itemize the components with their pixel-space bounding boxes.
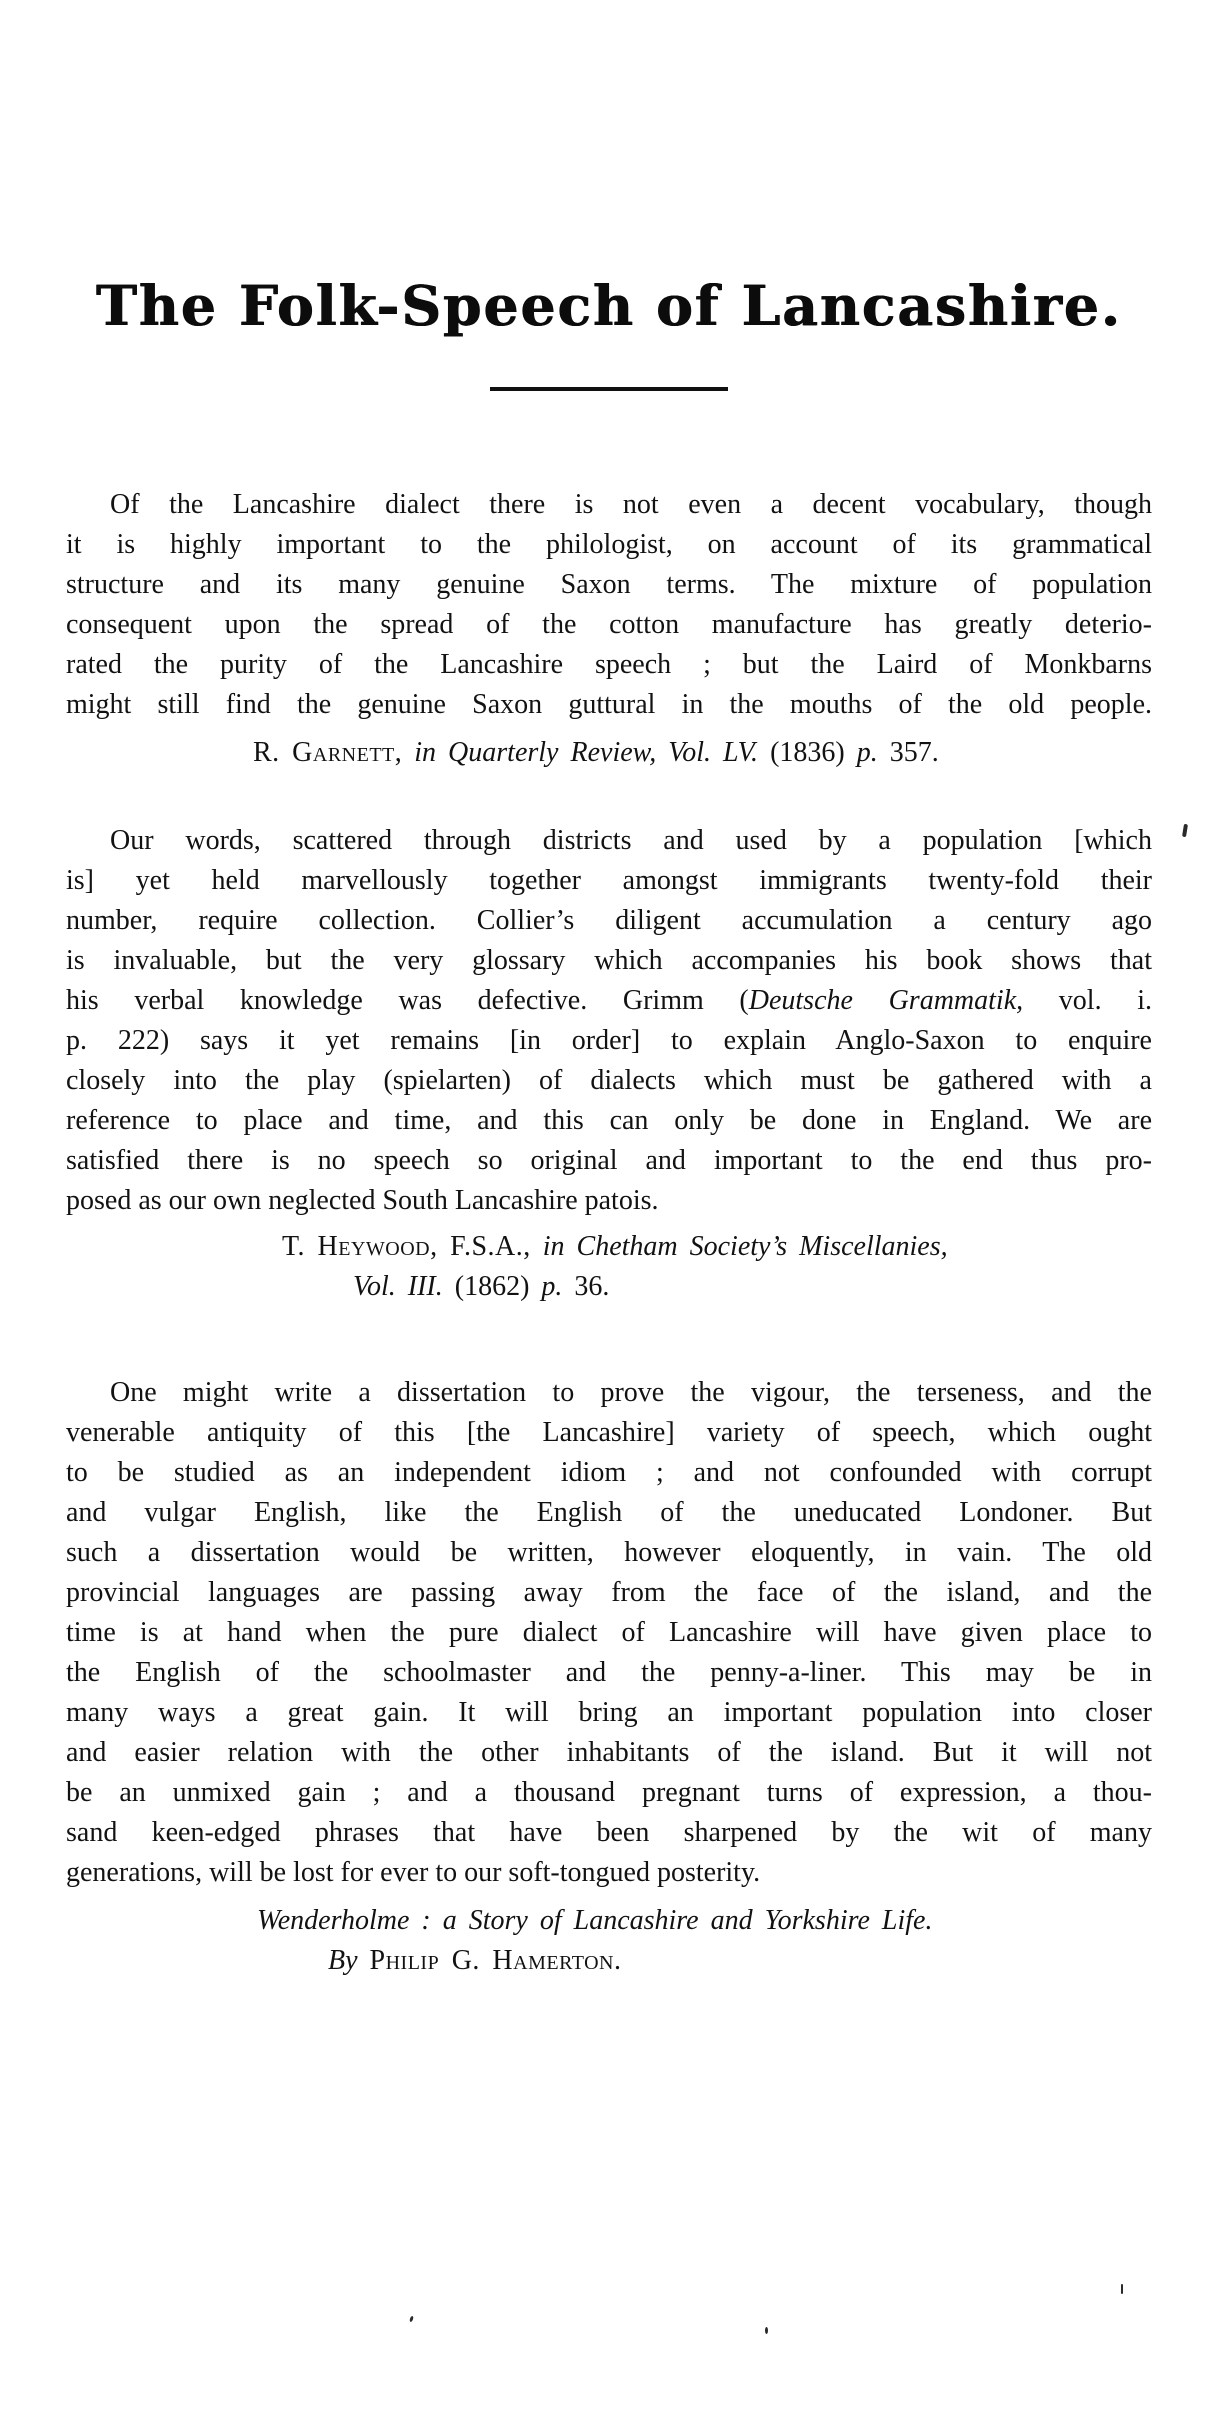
text-line: the English of the schoolmaster and the penny-a-liner. This may be in — [66, 1656, 1152, 1688]
text-line: structure and its many genuine Saxon terms. The mixture of population — [66, 568, 1152, 600]
attribution-line: T. Heywood, F.S.A., in Chetham Society’s Miscellanies, — [282, 1230, 948, 1262]
quote-garnett-attribution — [66, 733, 1152, 773]
text-line: venerable antiquity of this [the Lancashire] variety of speech, which ought — [66, 1416, 1152, 1448]
quote-hamerton-attribution — [66, 1901, 1152, 1981]
quote-heywood — [66, 821, 1152, 1307]
text-line: provincial languages are passing away from the face of the island, and the — [66, 1576, 1152, 1608]
text-line: and easier relation with the other inhabitants of the island. But it will not — [66, 1736, 1152, 1768]
text-line: such a dissertation would be written, however eloquently, in vain. The old — [66, 1536, 1152, 1568]
text-line: is] yet held marvellously together amongst immigrants twenty-fold their — [66, 864, 1152, 896]
scan-speck — [765, 2327, 768, 2334]
scanned-book-page — [0, 272, 1212, 2409]
page-title: The Folk-Speech of Lancashire. — [95, 273, 1123, 338]
quote-heywood-attribution — [66, 1227, 1152, 1307]
attribution-line: R. Garnett, in Quarterly Review, Vol. LV. (1836) p. 357. — [253, 736, 939, 768]
text-line: be an unmixed gain ; and a thousand pregnant turns of expression, a thou- — [66, 1776, 1152, 1808]
text-line: to be studied as an independent idiom ; and not confounded with corrupt — [66, 1456, 1152, 1488]
divider-rule — [490, 387, 728, 391]
text-line: rated the purity of the Lancashire speech ; but the Laird of Monkbarns — [66, 648, 1152, 680]
text-line: time is at hand when the pure dialect of Lancashire will have given place to — [66, 1616, 1152, 1648]
text-line: posed as our own neglected South Lancashire patois. — [66, 1184, 659, 1216]
text-line: his verbal knowledge was defective. Grimm (Deutsche Grammatik, vol. i. — [66, 984, 1153, 1016]
text-line: closely into the play (spielarten) of dialects which must be gathered with a — [66, 1064, 1152, 1096]
text-line: is invaluable, but the very glossary which accompanies his book shows that — [66, 944, 1152, 976]
text-line: consequent upon the spread of the cotton manufacture has greatly deterio- — [66, 608, 1152, 640]
quote-heywood-paragraph — [66, 821, 1152, 1221]
text-line: many ways a great gain. It will bring an important population into closer — [66, 1696, 1152, 1728]
text-line: number, require collection. Collier’s diligent accumulation a century ago — [66, 904, 1152, 936]
quote-garnett — [66, 485, 1152, 773]
text-line: generations, will be lost for ever to our soft-tongued posterity. — [66, 1856, 761, 1888]
book-page — [0, 272, 1212, 2409]
text-line: reference to place and time, and this can only be done in England. We are — [66, 1104, 1152, 1136]
quote-hamerton — [66, 1373, 1152, 1981]
text-line: sand keen-edged phrases that have been sharpened by the wit of many — [66, 1816, 1152, 1848]
quote-hamerton-paragraph — [66, 1373, 1152, 1893]
text-line: Of the Lancashire dialect there is not even a decent vocabulary, though — [110, 488, 1152, 520]
text-line: it is highly important to the philologist, on account of its grammatical — [66, 528, 1152, 560]
attribution-line: Wenderholme : a Story of Lancashire and Yorkshire Life. — [257, 1904, 933, 1936]
attribution-line: Vol. III. (1862) p. 36. — [353, 1270, 610, 1302]
attribution-line: By Philip G. Hamerton. — [328, 1944, 622, 1976]
scan-speck — [409, 2316, 414, 2323]
text-line: and vulgar English, like the English of the uneducated Londoner. But — [66, 1496, 1152, 1528]
text-line: might still find the genuine Saxon guttural in the mouths of the old people. — [66, 688, 1152, 720]
scan-speck — [1121, 2284, 1123, 2294]
text-line: Our words, scattered through districts and used by a population [which — [110, 824, 1152, 856]
scan-speck — [1182, 824, 1188, 837]
text-line: One might write a dissertation to prove the vigour, the terseness, and the — [110, 1376, 1152, 1408]
text-line: satisfied there is no speech so original and important to the end thus pro- — [66, 1144, 1152, 1176]
quote-garnett-paragraph — [66, 485, 1152, 725]
text-line: p. 222) says it yet remains [in order] to explain Anglo-Saxon to enquire — [66, 1024, 1152, 1056]
